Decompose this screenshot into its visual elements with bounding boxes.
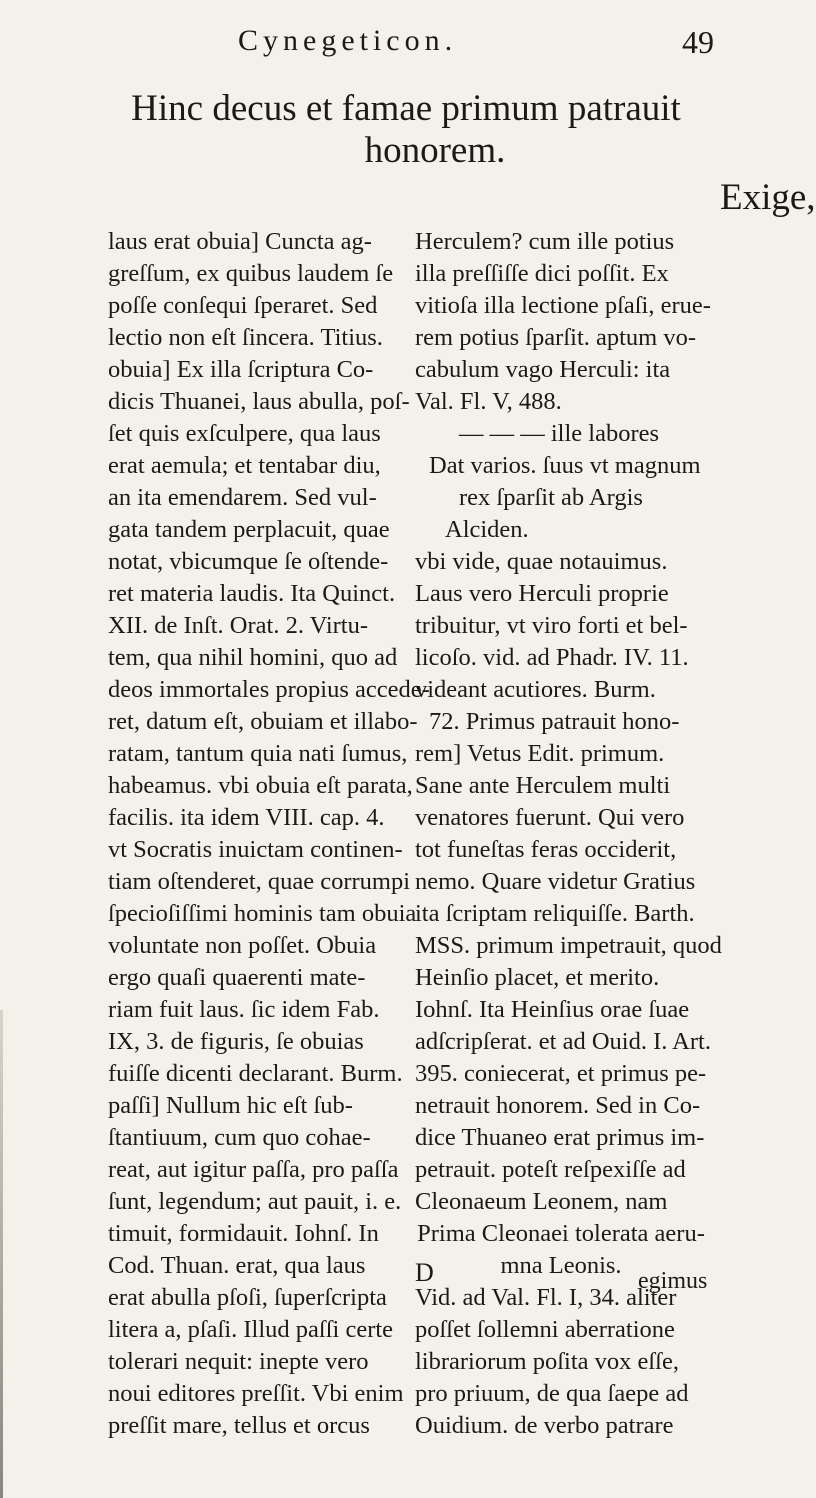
verse-lemma	[0, 88, 800, 172]
text-line: ſet quis exſculpere, qua laus	[108, 420, 381, 447]
text-line: MSS. primum impetrauit, quod	[415, 932, 722, 959]
text-line: Herculem? cum ille potius	[415, 228, 675, 255]
footer-catchword: egimus	[638, 1268, 708, 1294]
text-line: habeamus. vbi obuia eſt parata,	[108, 772, 413, 799]
text-line: Iohnſ. Ita Heinſius orae ſuae	[415, 996, 690, 1023]
text-line: fuiſſe dicenti declarant. Burm.	[108, 1060, 403, 1087]
text-line: videant acutiores. Burm.	[415, 676, 656, 703]
text-line: voluntate non poſſet. Obuia	[108, 932, 377, 959]
text-line: tiam oſtenderet, quae corrumpi	[108, 868, 411, 895]
commentary-left-column	[108, 226, 430, 1442]
text-line: ita ſcriptam reliquiſſe. Barth.	[415, 900, 695, 927]
text-line: netrauit honorem. Sed in Co-	[415, 1092, 701, 1119]
page-edge-shadow	[0, 1010, 3, 1498]
page-number: 49	[682, 24, 714, 60]
quoted-verse-line: Dat varios. ſuus vt magnum	[429, 452, 701, 479]
quoted-verse-line: mna Leonis.	[500, 1252, 622, 1279]
text-line: dice Thuaneo erat primus im-	[415, 1124, 705, 1151]
text-line: tribuitur, vt viro forti et bel-	[415, 612, 688, 639]
text-line: licoſo. vid. ad Phadr. IV. 11.	[415, 644, 689, 671]
text-line: pro priuum, de qua ſaepe ad	[415, 1380, 689, 1407]
text-line: tot funeſtas feras occiderit,	[415, 836, 677, 863]
text-line: dicis Thuanei, laus abulla, poſ-	[108, 388, 410, 415]
text-line: venatores fuerunt. Qui vero	[415, 804, 685, 831]
text-line: IX, 3. de figuris, ſe obuias	[108, 1028, 364, 1055]
text-line: erat aemula; et tentabar diu,	[108, 452, 381, 479]
text-line: paſſi] Nullum hic eſt ſub-	[108, 1092, 353, 1119]
text-line: timuit, formidauit. Iohnſ. In	[108, 1220, 379, 1247]
text-line: ratam, tantum quia nati ſumus,	[108, 740, 408, 767]
text-line: tolerari nequit: inepte vero	[108, 1348, 369, 1375]
text-line: ſtantiuum, cum quo cohae-	[108, 1124, 371, 1151]
verse-line-1: Hinc decus et famae primum patrauit	[131, 88, 681, 129]
text-line: an ita emendarem. Sed vul-	[108, 484, 377, 511]
text-line: 72. Primus patrauit hono-	[429, 708, 680, 735]
text-line: Ouidium. de verbo patrare	[415, 1412, 674, 1439]
text-line: petrauit. poteſt reſpexiſſe ad	[415, 1156, 686, 1183]
text-line: vitioſa illa lectione pſaſi, erue-	[415, 292, 711, 319]
text-line: Sane ante Herculem multi	[415, 772, 671, 799]
text-line: reat, aut igitur paſſa, pro paſſa	[108, 1156, 399, 1183]
text-line: poſſe conſequi ſperaret. Sed	[108, 292, 378, 319]
quoted-verse-line: Prima Cleonaei tolerata aeru-	[417, 1220, 705, 1247]
quoted-verse-line: — — — ille labores	[459, 420, 660, 447]
text-line: vbi vide, quae notauimus.	[415, 548, 668, 575]
verse-line-2: honorem.	[364, 130, 506, 171]
text-line: riam fuit laus. ſic idem Fab.	[108, 996, 380, 1023]
text-line: ergo quaſi quaerenti mate-	[108, 964, 366, 991]
text-line: ſunt, legendum; aut pauit, i. e.	[108, 1188, 402, 1215]
text-line: illa preſſiſſe dici poſſit. Ex	[415, 260, 669, 287]
signature-mark: D	[415, 1258, 434, 1287]
text-line: nemo. Quare videtur Gratius	[415, 868, 696, 895]
text-line: 395. coniecerat, et primus pe-	[415, 1060, 707, 1087]
text-line: cabulum vago Herculi: ita	[415, 356, 671, 383]
text-line: Vid. ad Val. Fl. I, 34. aliter	[415, 1284, 677, 1311]
text-line: notat, vbicumque ſe oſtende-	[108, 548, 389, 575]
text-line: rem] Vetus Edit. primum.	[415, 740, 665, 767]
text-line: ſpecioſiſſimi hominis tam obuia	[108, 900, 417, 927]
text-line: Laus vero Herculi proprie	[415, 580, 669, 607]
text-line: lectio non eſt ſincera. Titius.	[108, 324, 383, 351]
text-line: deos immortales propius accede-	[108, 676, 430, 703]
text-line: Heinſio placet, et merito.	[415, 964, 660, 991]
verse-catchword: Exige,	[720, 177, 816, 218]
text-line: obuia] Ex illa ſcriptura Co-	[108, 356, 374, 383]
text-line: preſſit mare, tellus et orcus	[108, 1412, 370, 1439]
text-line: greſſum, ex quibus laudem ſe	[108, 260, 394, 287]
page-header	[0, 20, 800, 70]
running-title: Cynegeticon.	[238, 24, 458, 57]
text-line: noui editores preſſit. Vbi enim	[108, 1380, 404, 1407]
text-line: laus erat obuia] Cuncta ag-	[108, 228, 372, 255]
text-line: litera a, pſaſi. Illud paſſi certe	[108, 1316, 394, 1343]
quoted-verse-line: Alciden.	[445, 516, 529, 543]
text-line: facilis. ita idem VIII. cap. 4.	[108, 804, 385, 831]
text-line: adſcripſerat. et ad Ouid. I. Art.	[415, 1028, 711, 1055]
text-line: ret materia laudis. Ita Quinct.	[108, 580, 396, 607]
text-line: rem potius ſparſit. aptum vo-	[415, 324, 697, 351]
text-line: Cleonaeum Leonem, nam	[415, 1188, 668, 1215]
text-line: Cod. Thuan. erat, qua laus	[108, 1252, 366, 1279]
text-line: erat abulla pſoſi, ſuperſcripta	[108, 1284, 387, 1311]
text-line: Val. Fl. V, 488.	[415, 388, 562, 415]
quoted-verse-line: rex ſparſit ab Argis	[459, 484, 643, 511]
text-line: ret, datum eſt, obuiam et illabo-	[108, 708, 418, 735]
text-line: XII. de Inſt. Orat. 2. Virtu-	[108, 612, 369, 639]
text-line: poſſet ſollemni aberratione	[415, 1316, 675, 1343]
text-line: librariorum poſita vox eſſe,	[415, 1348, 679, 1375]
text-line: tem, qua nihil homini, quo ad	[108, 644, 398, 671]
text-line: vt Socratis inuictam continen-	[108, 836, 403, 863]
text-line: gata tandem perplacuit, quae	[108, 516, 390, 543]
commentary-right-column	[415, 226, 722, 1442]
